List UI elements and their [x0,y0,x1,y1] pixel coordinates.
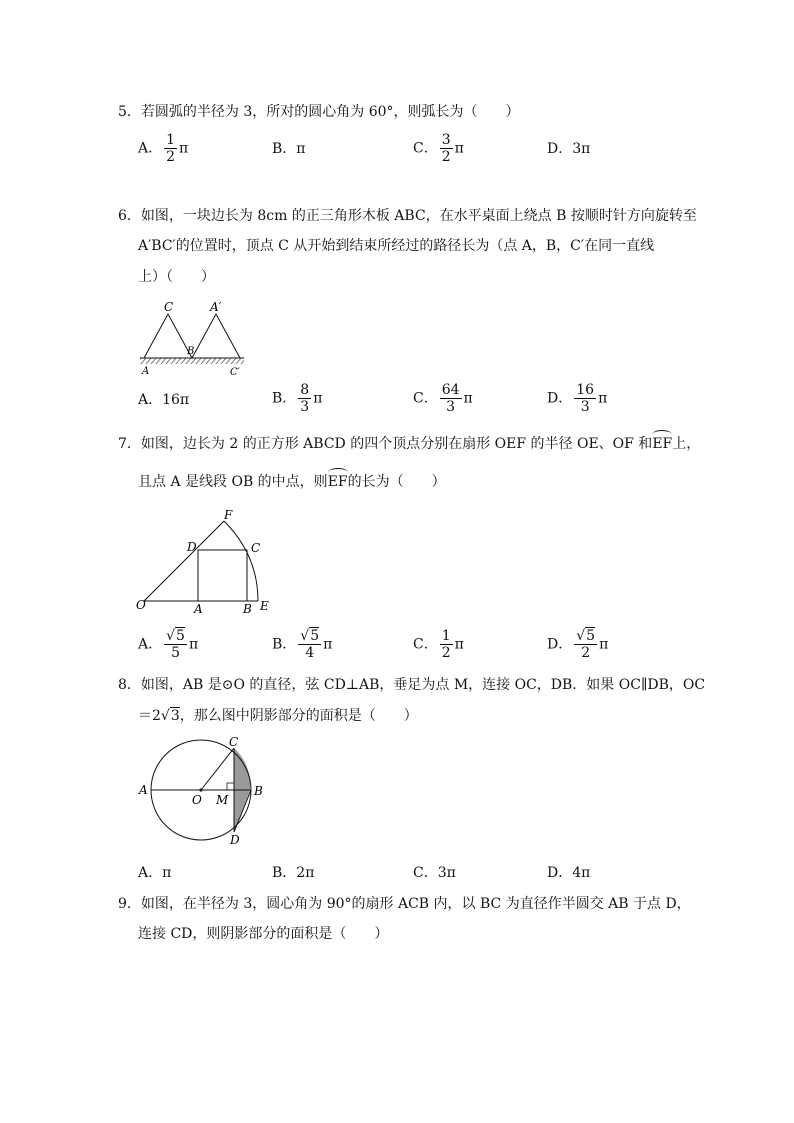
q7-option-a: A． $\frac{√5}{5}$ π [138,628,199,661]
q8-segment-oc [201,748,234,790]
q8-center-dot [199,788,202,791]
q7-line1: 7．如图，边长为 2 的正方形 ABCD 的四个顶点分别在扇形 OEF 的半径 OE、OF 和EF上， [118,436,701,452]
q9-line1: 9．如图，在半径为 3，圆心角为 90°的扇形 ACB 内，以 BC 为直径作半圆交 AB 于点 D， [118,896,691,912]
q7-option-b: B． $\frac{√5}{4}$ π [272,628,333,661]
q6-option-c: C． $\frac{64}{3}$ π [413,382,473,415]
q8-option-d: D．4π [547,865,591,881]
q5-option-c: C． $\frac{3}{2}$ π [413,132,464,165]
q6-label-c-prime: C′ [230,367,240,378]
q7-label-a: A [194,602,203,616]
q8-label-b: B [254,784,263,798]
q8-label-c: C [229,735,239,749]
q8-label-a: A [139,783,148,797]
q6-table-hatch [140,358,244,364]
q7-label-o: O [136,598,146,612]
q6-triangle-a-prime-b-c-prime [192,314,240,358]
q6-label-b: B [187,346,195,357]
q6-line1: 6．如图，一块边长为 8cm 的正三角形木板 ABC，在水平桌面上绕点 B 按顺时针方向旋转至 [118,208,697,224]
q7-line2: 且点 A 是线段 OB 的中点，则EF的长为（ ） [138,474,446,490]
q7-radius-of [144,521,224,601]
q7-label-e: E [260,599,269,613]
q6-label-a: A [142,366,150,377]
q7-arc-ef-2: EF [327,474,348,490]
q7-label-d: D [187,540,197,554]
q6-figure [136,298,248,378]
q7-label-c: C [251,541,261,555]
q7-label-f: F [224,508,233,522]
q6-option-a: A．16π [138,392,190,408]
q6-line3: 上）（ ） [138,269,215,285]
q8-label-m: M [216,793,229,807]
q8-option-c: C．3π [413,865,456,881]
q6-label-c: C [164,300,174,314]
q8-label-o: O [192,793,202,807]
q7-square-abcd [198,550,247,601]
q8-right-angle-mark [227,783,234,790]
q7-label-b: B [243,602,252,616]
q6-option-d: D． $\frac{16}{3}$ π [547,382,608,415]
q7-arc-ef-1: EF [652,436,673,452]
q5-option-d: D．3π [547,141,591,157]
q8-option-b: B．2π [272,865,315,881]
q8-line2: ＝2√3，那么图中阴影部分的面积是（ ） [138,708,418,724]
q8-figure [136,734,270,848]
q7-option-d: D． $\frac{√5}{2}$ π [547,628,609,661]
q9-line2: 连接 CD，则阴影部分的面积是（ ） [138,926,389,942]
q7-arc-ef [224,521,261,601]
q5-text: 5．若圆弧的半径为 3，所对的圆心角为 60°，则弧长为（ ） [118,104,520,120]
q6-triangle-abc [144,314,195,358]
q7-option-c: C． $\frac{1}{2}$ π [413,628,464,661]
q6-label-a-prime: A′ [210,300,222,314]
q7-figure [132,505,282,617]
q6-option-b: B． $\frac{8}{3}$ π [272,382,323,415]
q8-label-d: D [230,833,240,847]
q5-option-b: B．π [272,141,306,157]
q8-option-a: A．π [138,865,172,881]
q8-line1: 8．如图，AB 是⊙O 的直径，弦 CD⊥AB，垂足为点 M，连接 OC，DB．如果 OC∥DB，OC [118,677,706,693]
q6-line2: A′BC′的位置时，顶点 C 从开始到结束所经过的路径长为（点 A，B，C′在同一直线 [138,238,655,254]
q5-option-a: A． $\frac{1}{2}$ π [138,132,189,165]
